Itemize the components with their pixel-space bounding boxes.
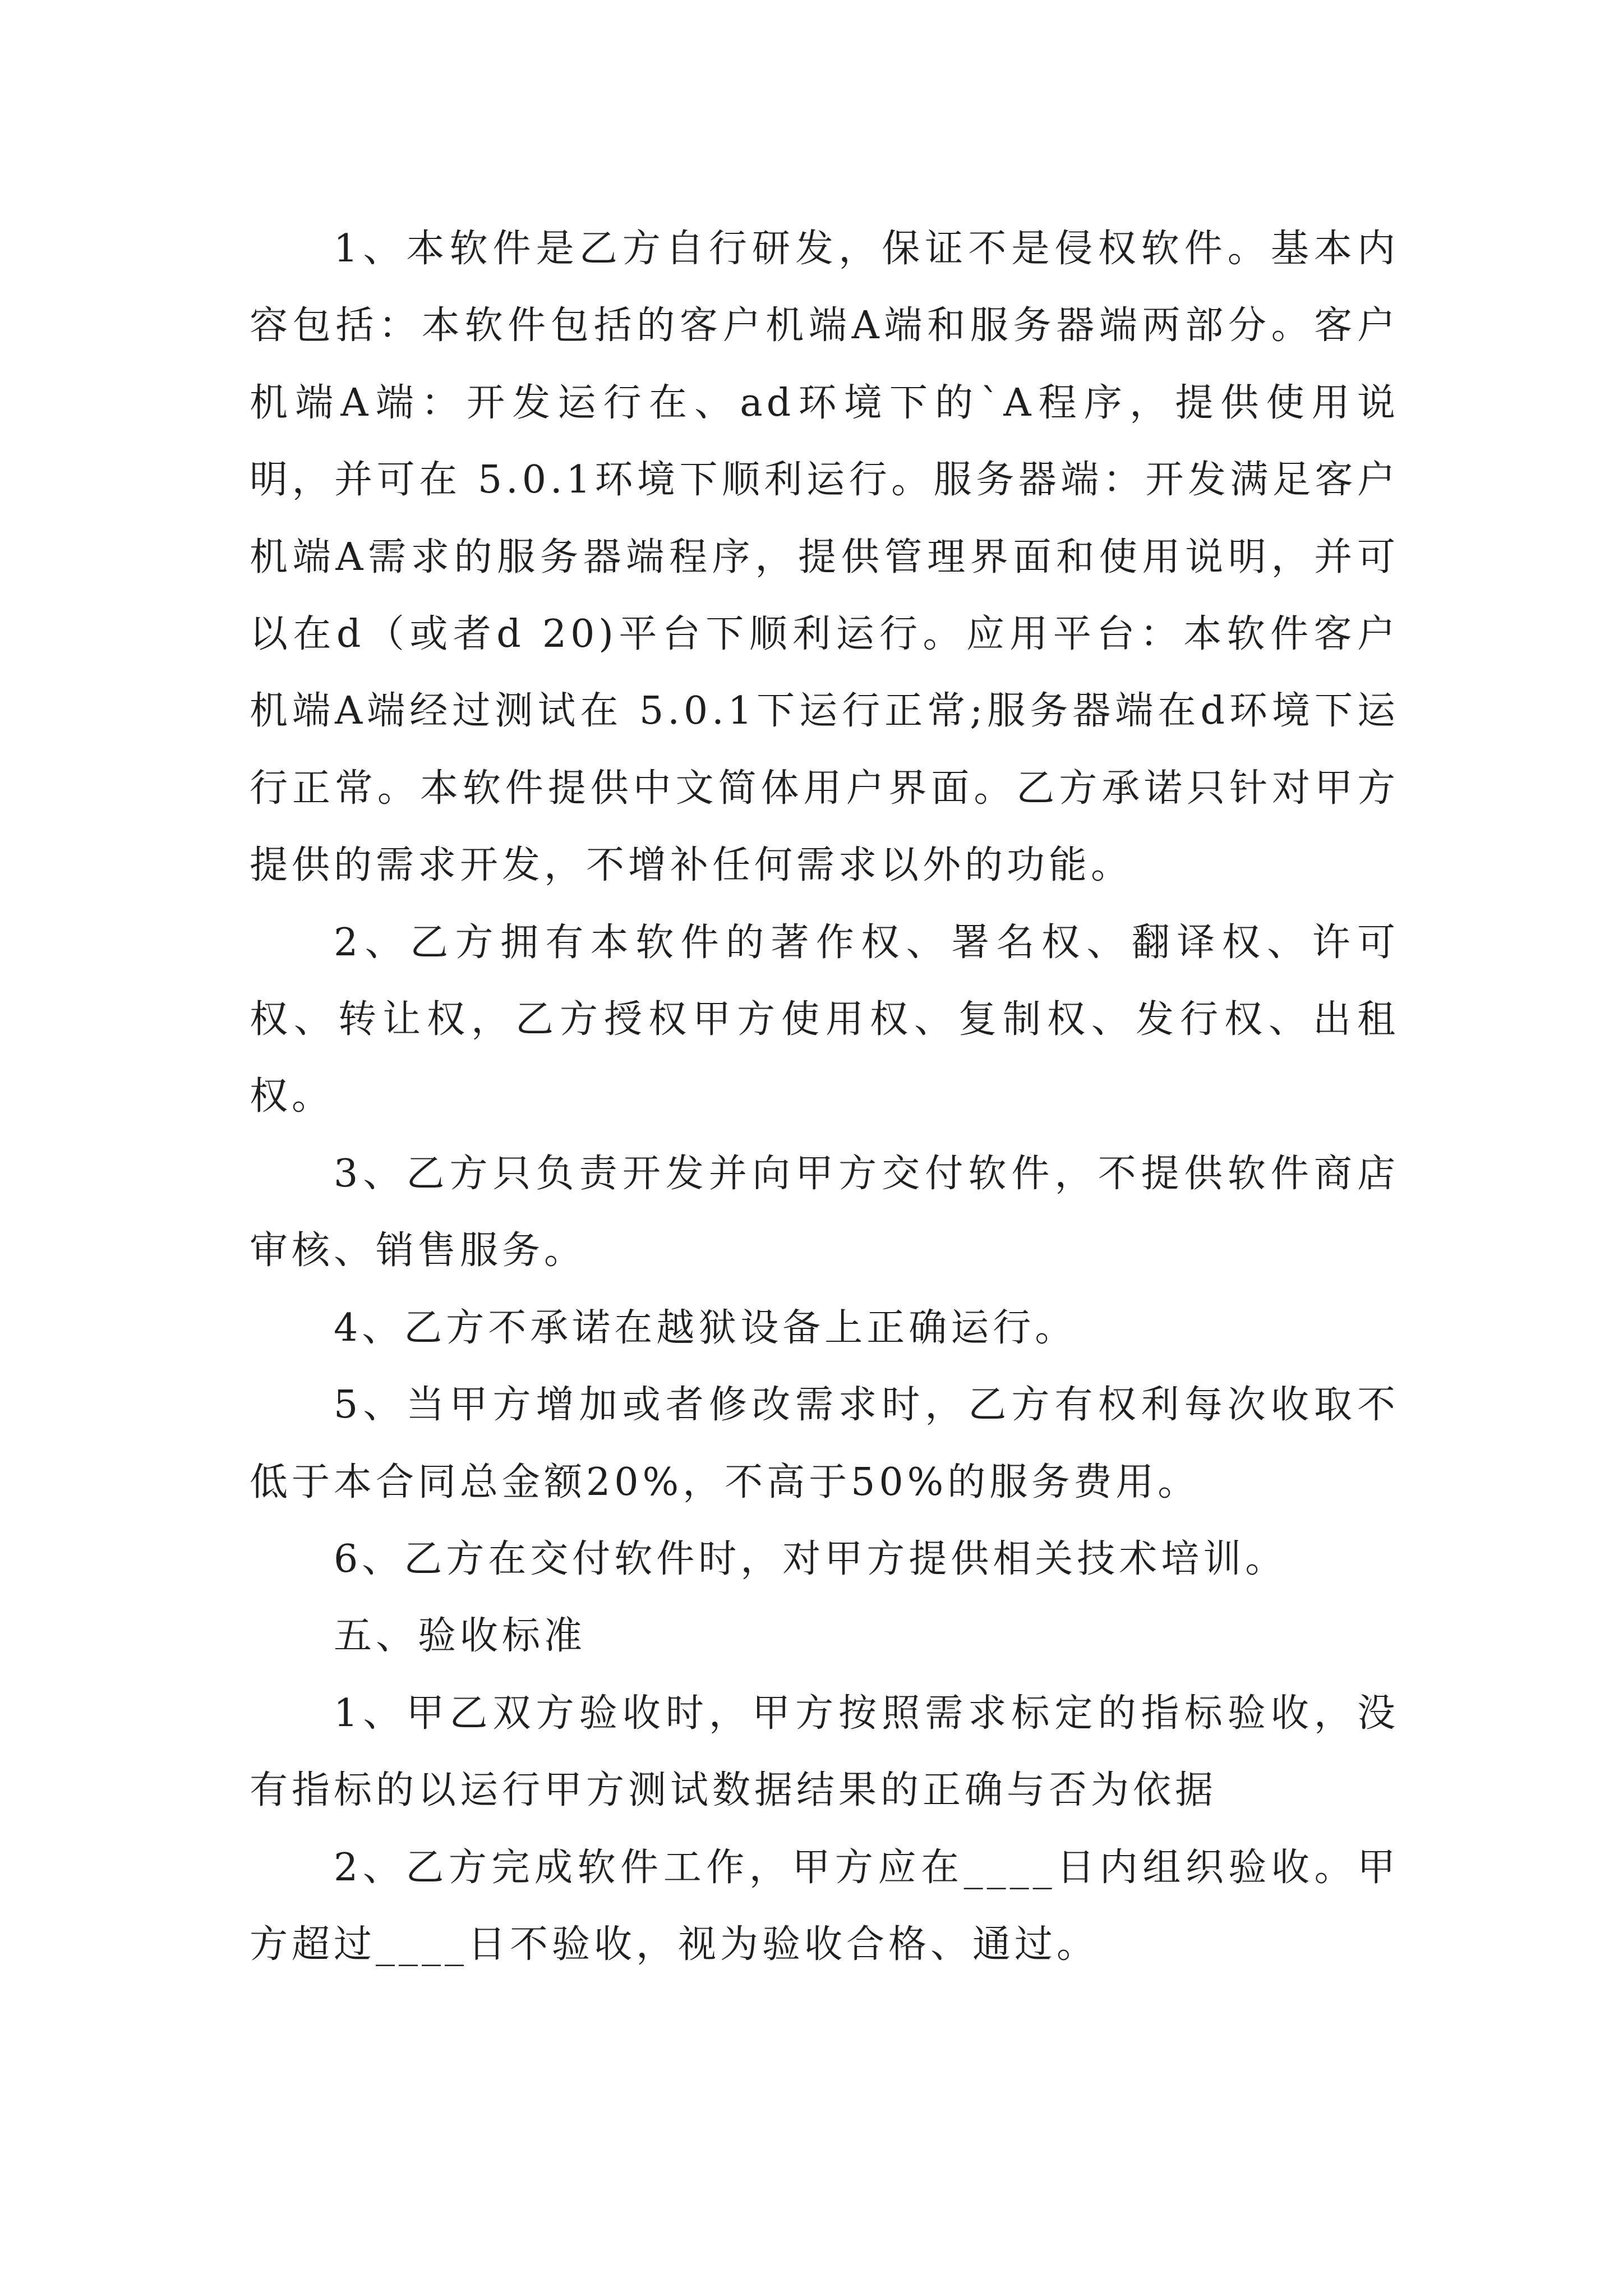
paragraph-clause-4: 4、乙方不承诺在越狱设备上正确运行。 [334,1305,1077,1350]
paragraph-acceptance-2: 2、乙方完成软件工作，甲方应在____日内组织验收。甲方超过____日不验收，视为验收合格、通过。 [250,1845,1399,1967]
paragraph-clause-1: 1、本软件是乙方自行研发，保证不是侵权软件。基本内容包括：本软件包括的客户机端A端和服务器端两部分。客户机端A端：开发运行在、ad环境下的`A程序，提供使用说明，并可在 5.0.1环境下顺利运行。服务器端：开发满足客户机端A需求的服务器端程序，提供管理界面和使用说明，并可以在d（或者d 20)平台下顺利运行。应用平台：本软件客户机端A端经过测试在 5.0.1下运行正常;服务器端在d环境下运行正常。本软件提供中文简体用户界面。乙方承诺只针对甲方提供的需求开发，不增补任何需求以外的功能。 [250,227,1399,888]
document-body [250,210,1399,1983]
section-heading-acceptance: 五、验收标准 [334,1614,587,1659]
paragraph-clause-5: 5、当甲方增加或者修改需求时，乙方有权利每次收取不低于本合同总金额20%，不高于50%的服务费用。 [250,1383,1399,1504]
paragraph-clause-3: 3、乙方只负责开发并向甲方交付软件，不提供软件商店审核、销售服务。 [250,1151,1399,1273]
paragraph-acceptance-1: 1、甲乙双方验收时，甲方按照需求标定的指标验收，没有指标的以运行甲方测试数据结果的正确与否为依据 [250,1691,1399,1813]
paragraph-clause-6: 6、乙方在交付软件时，对甲方提供相关技术培训。 [334,1536,1288,1581]
paragraph-clause-2: 2、乙方拥有本软件的著作权、署名权、翻译权、许可权、转让权，乙方授权甲方使用权、复制权、发行权、出租权。 [250,920,1399,1119]
